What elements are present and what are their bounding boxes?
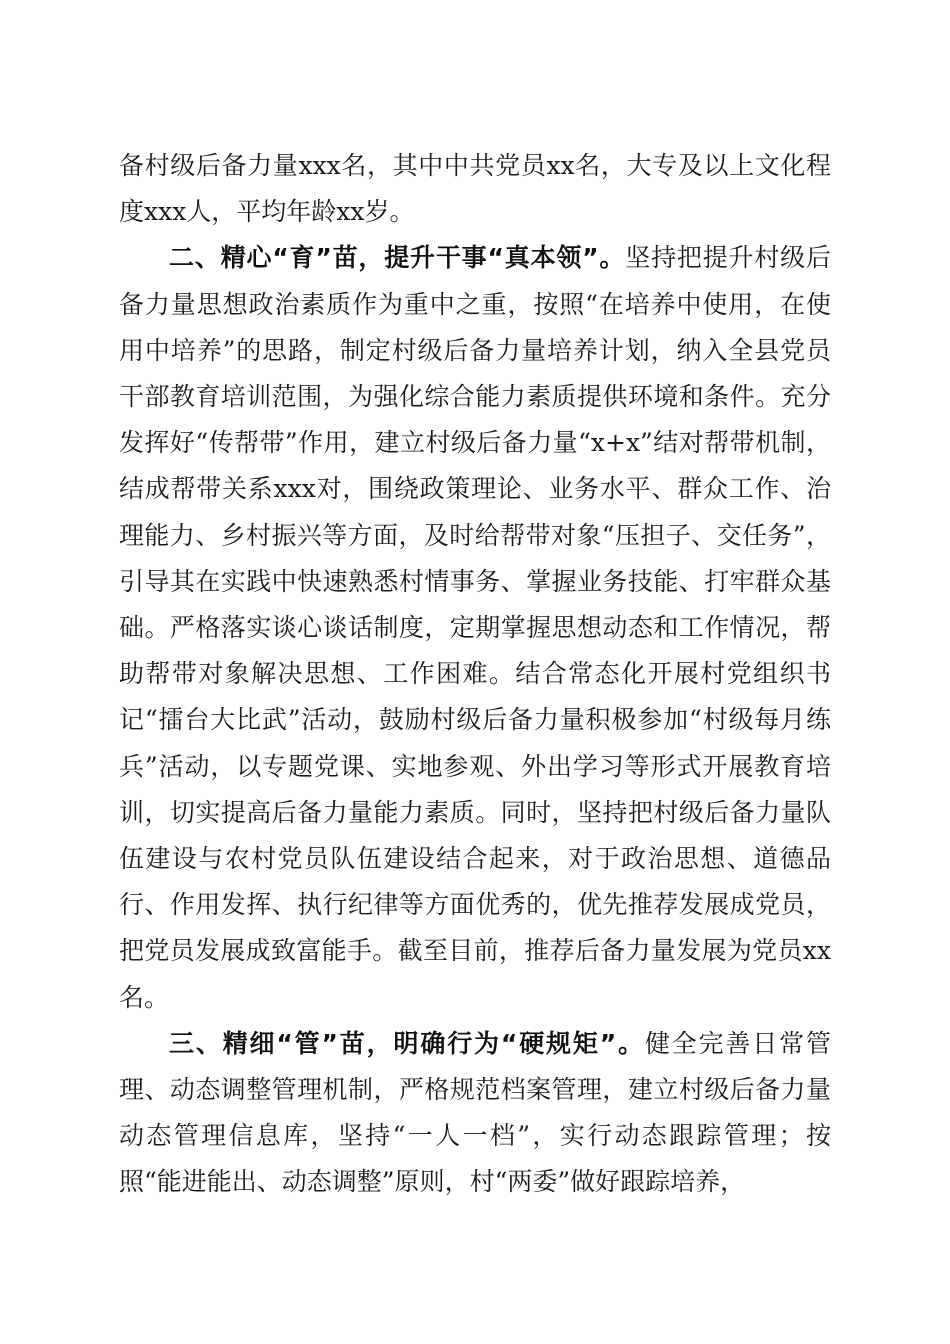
paragraph-text: 坚持把提升村级后备力量思想政治素质作为重中之重，按照“在培养中使用，在使用中培养”的思路，制定村级后备力量培养计划，纳入全县党员干部教育培训范围，为强化综合能力素质提供环境和条件。充分发挥好“传帮带”作用，建立村级后备力量“x+x”结对帮带机制，结成帮带关系xxx对，围绕政策理论、业务水平、群众工作、治理能力、乡村振兴等方面，及时给帮带对象“压担子、交任务”，引导其在实践中快速熟悉村情事务、掌握业务技能、打牢群众基础。严格落实谈心谈话制度，定期掌握思想动态和工作情况，帮助帮带对象解决思想、工作困难。结合常态化开展村党组织书记“擂台大比武”活动，鼓励村级后备力量积极参加“村级每月练兵”活动，以专题党课、实地参观、外出学习等形式开展教育培训，切实提高后备力量能力素质。同时，坚持把村级后备力量队伍建设与农村党员队伍建设结合起来，对于政治思想、道德品行、作用发挥、执行纪律等方面优秀的，优先推荐发展成党员，把党员发展成致富能手。截至目前，推荐后备力量发展为党员xx名。 (119, 243, 831, 1012)
paragraph-text: 备村级后备力量xxx名，其中中共党员xx名，大专及以上文化程度xxx人，平均年龄xx岁。 (119, 151, 831, 227)
document-body (119, 143, 831, 1206)
paragraph-text: 健全完善日常管理、动态调整管理机制，严格规范档案管理，建立村级后备力量动态管理信息库，坚持“一人一档”，实行动态跟踪管理；按照“能进能出、动态调整”原则，村“两委”做好跟踪培养， (119, 1028, 831, 1197)
paragraph-section-three (119, 1021, 831, 1206)
section-heading: 三、精细“管”苗，明确行为“硬规矩”。 (169, 1028, 645, 1058)
paragraph-continuation (119, 143, 831, 235)
paragraph-section-two (119, 235, 831, 1020)
section-heading: 二、精心“育”苗，提升干事“真本领”。 (169, 243, 626, 273)
